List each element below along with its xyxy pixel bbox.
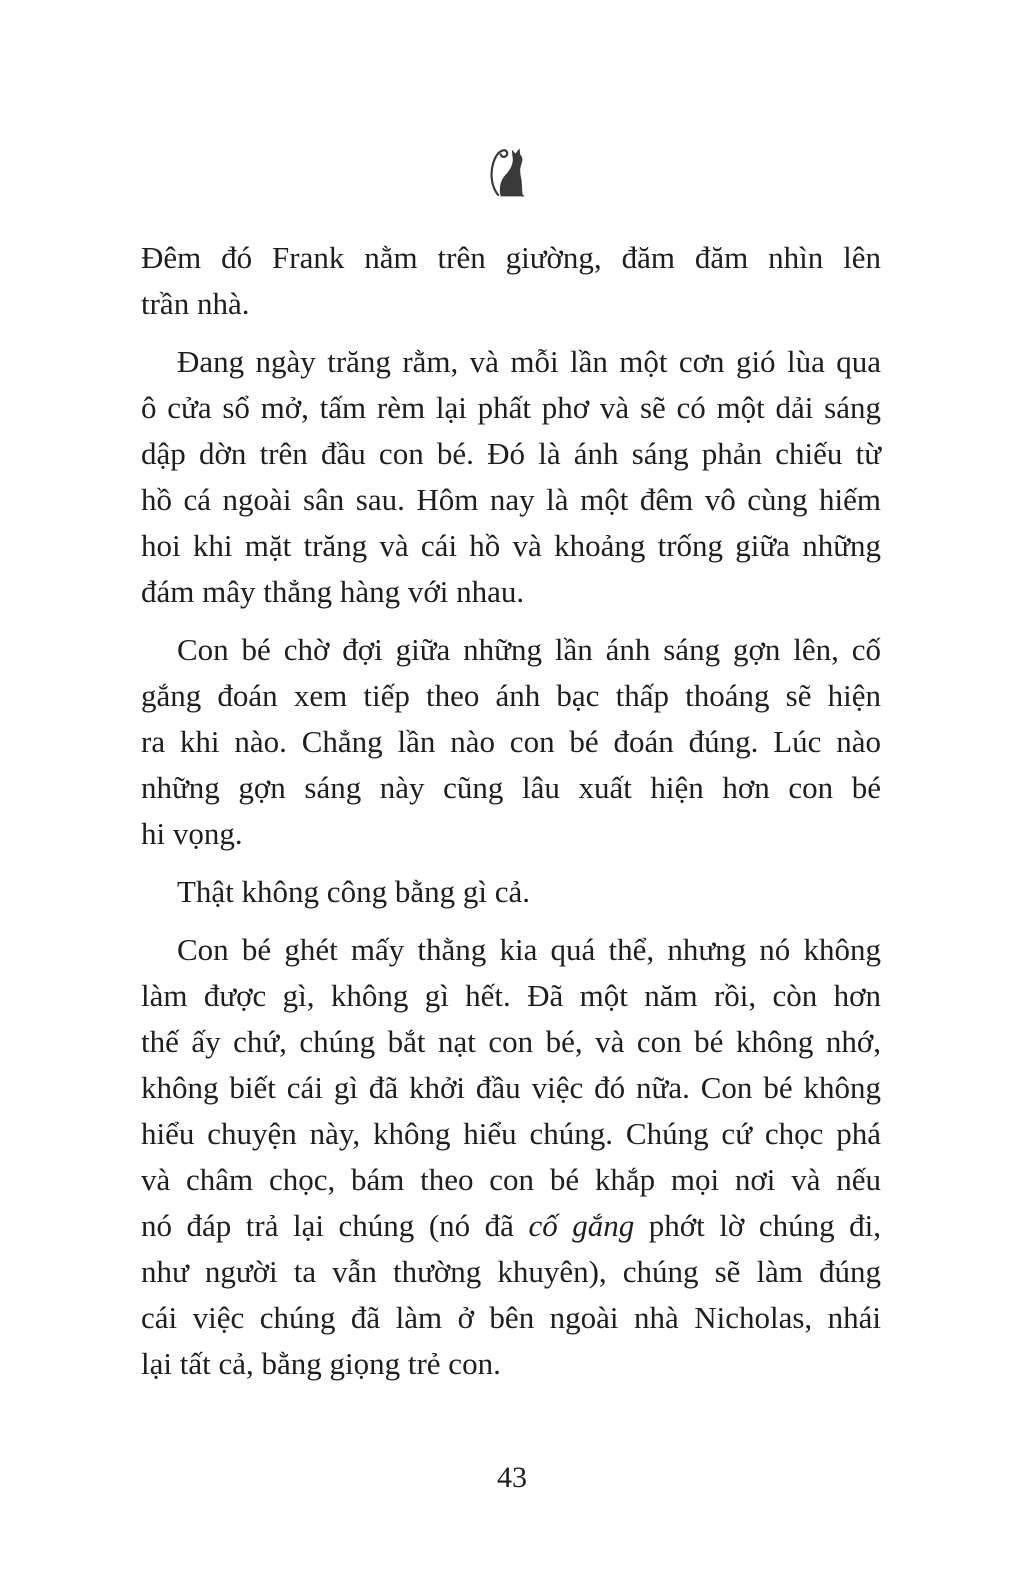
italic-text: cố gắng <box>528 1208 635 1243</box>
paragraph <box>141 235 881 327</box>
text-segment: Con bé chờ đợi giữa những lần ánh sáng gợn lên, cố <box>177 632 881 667</box>
text-segment: không biết cái gì đã khởi đầu việc đó nữa. Con bé không <box>141 1070 881 1105</box>
text-line <box>141 869 881 915</box>
text-segment: lại tất cả, bằng giọng trẻ con. <box>141 1346 501 1381</box>
text-segment: ra khi nào. Chẳng lần nào con bé đoán đúng. Lúc nào <box>141 724 881 759</box>
text-segment: trần nhà. <box>141 286 250 321</box>
text-line <box>141 1295 881 1341</box>
text-segment: làm được gì, không gì hết. Đã một năm rồi, còn hơn <box>141 978 881 1013</box>
text-line <box>141 1157 881 1203</box>
text-line <box>141 673 881 719</box>
text-segment: như người ta vẫn thường khuyên), chúng sẽ làm đúng <box>141 1254 881 1289</box>
text-segment: gắng đoán xem tiếp theo ánh bạc thấp thoáng sẽ hiện <box>141 678 881 713</box>
text-line <box>141 765 881 811</box>
text-line <box>141 927 881 973</box>
text-segment: ô cửa sổ mở, tấm rèm lại phất phơ và sẽ có một dải sáng <box>141 390 881 425</box>
text-segment: nó đáp trả lại chúng (nó đã <box>141 1208 529 1243</box>
text-line <box>141 431 881 477</box>
text-segment: cái việc chúng đã làm ở bên ngoài nhà Nicholas, nhái <box>141 1300 881 1335</box>
paragraph <box>141 339 881 615</box>
text-line <box>141 1065 881 1111</box>
text-line <box>141 1249 881 1295</box>
text-line <box>141 523 881 569</box>
cat-icon <box>487 145 533 199</box>
text-segment: và châm chọc, bám theo con bé khắp mọi nơi và nếu <box>141 1162 881 1197</box>
text-line <box>141 719 881 765</box>
text-segment: hồ cá ngoài sân sau. Hôm nay là một đêm vô cùng hiếm <box>141 482 881 517</box>
text-segment: hoi khi mặt trăng và cái hồ và khoảng trống giữa những <box>141 528 881 563</box>
page-number: 43 <box>497 1461 527 1494</box>
text-segment: hi vọng. <box>141 816 243 851</box>
paragraph <box>141 927 881 1387</box>
text-segment: đám mây thẳng hàng với nhau. <box>141 574 525 609</box>
text-segment: hiểu chuyện này, không hiểu chúng. Chúng cứ chọc phá <box>141 1116 881 1151</box>
text-line <box>141 477 881 523</box>
text-segment: phớt lờ chúng đi, <box>634 1208 882 1243</box>
text-segment: thế ấy chứ, chúng bắt nạt con bé, và con bé không nhớ, <box>141 1024 881 1059</box>
text-line <box>141 1111 881 1157</box>
text-segment: Đêm đó Frank nằm trên giường, đăm đăm nhìn lên <box>141 240 881 275</box>
cat-body <box>500 148 525 196</box>
text-line <box>141 339 881 385</box>
text-line <box>141 281 881 327</box>
text-line <box>141 811 881 857</box>
body-text <box>141 235 881 1387</box>
text-segment: Thật không công bằng gì cả. <box>177 874 530 909</box>
text-line <box>141 973 881 1019</box>
text-segment: dập dờn trên đầu con bé. Đó là ánh sáng phản chiếu từ <box>141 436 881 471</box>
text-line <box>141 385 881 431</box>
text-line <box>141 627 881 673</box>
text-line <box>141 569 881 615</box>
text-line <box>141 1019 881 1065</box>
text-line <box>141 235 881 281</box>
paragraph <box>141 627 881 857</box>
text-line <box>141 1203 881 1249</box>
text-line <box>141 1341 881 1387</box>
paragraph <box>141 869 881 915</box>
text-segment: Đang ngày trăng rằm, và mỗi lần một cơn gió lùa qua <box>177 344 881 379</box>
text-segment: những gợn sáng này cũng lâu xuất hiện hơn con bé <box>141 770 881 805</box>
text-segment: Con bé ghét mấy thằng kia quá thể, nhưng nó không <box>177 932 881 967</box>
